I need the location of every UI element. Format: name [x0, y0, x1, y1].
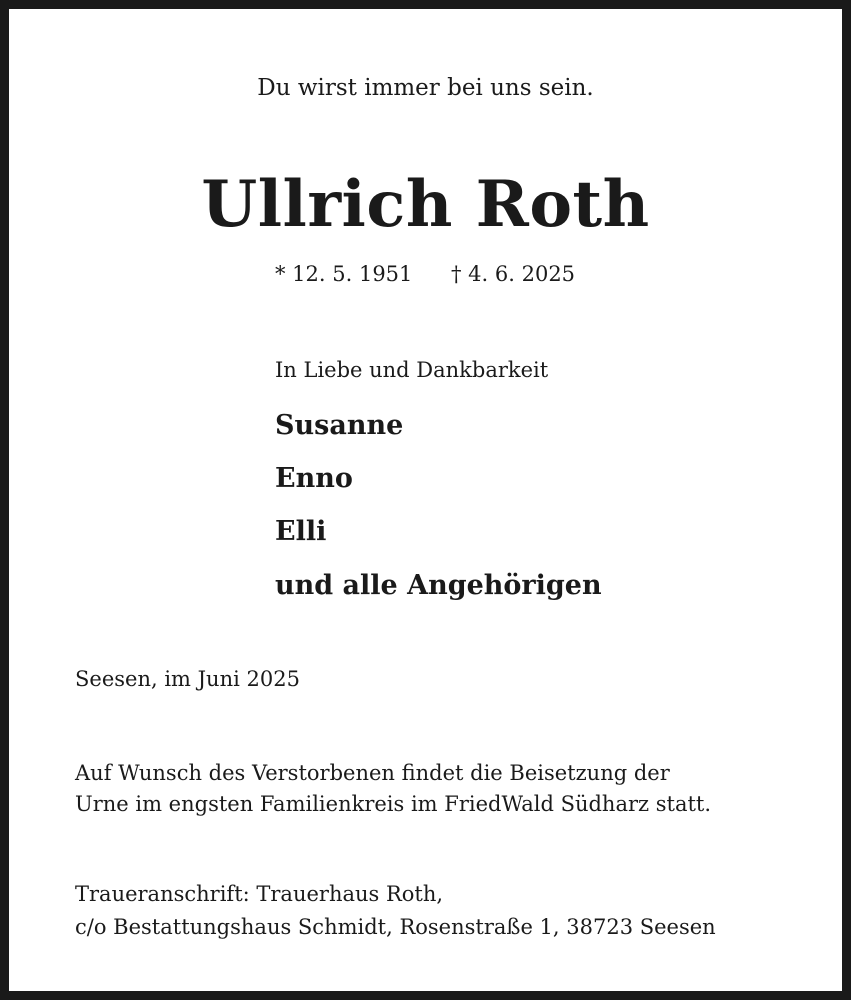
- mourning-address: [75, 878, 716, 944]
- place-date: Seesen, im Juni 2025: [75, 667, 300, 691]
- death-date: † 4. 6. 2025: [451, 262, 576, 286]
- birth-date: * 12. 5. 1951: [275, 262, 413, 286]
- deceased-name: Ullrich Roth: [201, 167, 650, 242]
- mourner-name: Enno: [275, 463, 353, 494]
- mourner-name: und alle Angehörigen: [275, 570, 602, 601]
- burial-note-line: Urne im engsten Familienkreis im FriedWald Südharz statt.: [75, 792, 712, 816]
- mourners-intro: In Liebe und Dankbarkeit: [275, 358, 549, 382]
- address-line: c/o Bestattungshaus Schmidt, Rosenstraße 1, 38723 Seesen: [75, 915, 716, 939]
- motto: Du wirst immer bei uns sein.: [257, 75, 594, 101]
- mourner-name: Elli: [275, 516, 327, 547]
- mourner-name: Susanne: [275, 410, 404, 441]
- burial-note-line: Auf Wunsch des Verstorbenen findet die Beisetzung der: [75, 761, 670, 785]
- address-line: Traueranschrift: Trauerhaus Roth,: [75, 882, 444, 906]
- burial-note: [75, 758, 711, 820]
